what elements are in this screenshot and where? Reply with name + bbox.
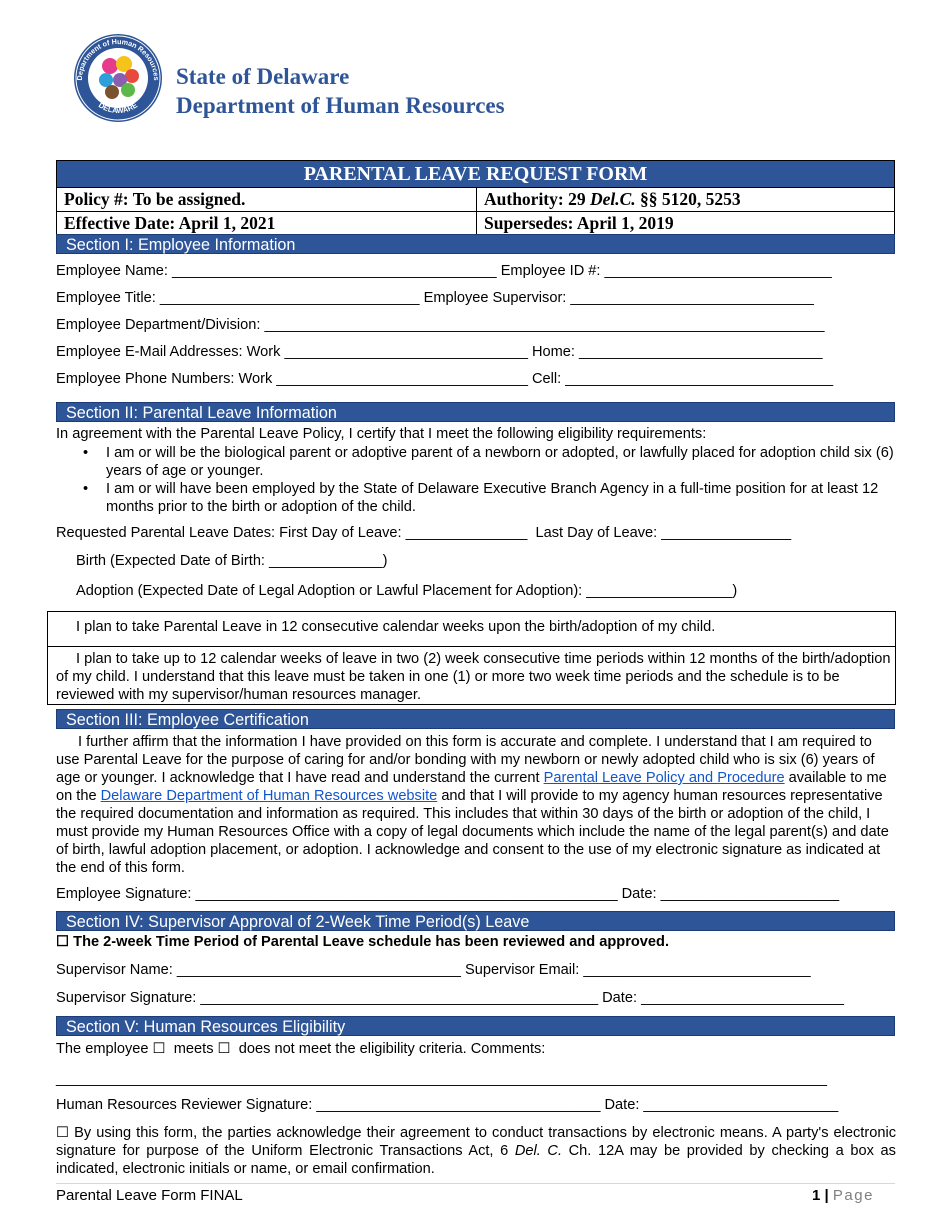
authority-prefix: Authority: 29 bbox=[484, 189, 590, 209]
page-label: Page bbox=[832, 1187, 874, 1204]
policy-procedure-link[interactable]: Parental Leave Policy and Procedure bbox=[543, 770, 785, 786]
svg-text:Department of Human Resources bbox=[75, 37, 161, 81]
approval-row bbox=[56, 933, 669, 950]
authority-sections: §§ 5120, 5253 bbox=[635, 189, 741, 209]
footer-divider bbox=[56, 1183, 895, 1184]
seal-ring-top-text: Department of Human Resources bbox=[74, 36, 162, 81]
eligibility-item: • I am or will be the biological parent or adoptive parent of a newborn or adopted, or lawfully placed for adoption child six (6) years of age or younger. bbox=[83, 445, 894, 479]
eligibility-item: • I am or will have been employed by the State of Delaware Executive Branch Agency in a full-time position for at least 12 months prior to the birth or adoption of the child. bbox=[83, 481, 879, 515]
page-number: 1 bbox=[812, 1187, 821, 1204]
meets-checkbox[interactable]: ☐ bbox=[152, 1041, 166, 1057]
org-name-line2: Department of Human Resources bbox=[176, 93, 505, 118]
does-not-meet-label: does not meet the eligibility criteria. Comments: bbox=[230, 1041, 546, 1057]
esign-acknowledgement bbox=[56, 1124, 896, 1178]
certification-text-part: available to me on the bbox=[56, 770, 887, 804]
employee-phone-row[interactable]: Employee Phone Numbers: Work _______________________________ Cell: _________________________________ bbox=[56, 371, 834, 387]
org-name-line1: State of Delaware bbox=[176, 64, 350, 89]
esign-checkbox[interactable]: ☐ bbox=[56, 1125, 70, 1141]
dhr-website-link[interactable]: Delaware Department of Human Resources website bbox=[100, 788, 438, 804]
effective-date: Effective Date: April 1, 2021 bbox=[57, 212, 477, 235]
footer-document-name: Parental Leave Form FINAL bbox=[56, 1187, 243, 1204]
leave-dates-row[interactable]: Requested Parental Leave Dates: First Day of Leave: _______________ Last Day of Leave: ________________ bbox=[56, 525, 792, 541]
eligibility-item-text: I am or will be the biological parent or adoptive parent of a newborn or adopted, or lawfully placed for adoption child six (6) years of age or younger. bbox=[106, 445, 894, 479]
does-not-meet-checkbox[interactable]: ☐ bbox=[217, 1041, 231, 1057]
certification-text bbox=[56, 733, 896, 877]
meets-label: meets bbox=[165, 1041, 218, 1057]
esign-text: By using this form, the parties acknowledge their agreement to conduct transactions by electronic means. A party's electronic signature for purpose of the Uniform Electronic Transactions Act, 6 bbox=[56, 1125, 896, 1159]
approval-text: The 2-week Time Period of Parental Leave schedule has been reviewed and approved. bbox=[73, 934, 670, 950]
svg-text:DELAWARE bbox=[97, 100, 139, 115]
policy-number: Policy #: To be assigned. bbox=[57, 188, 477, 211]
seal-ring-bottom-text: DELAWARE bbox=[96, 100, 140, 116]
title-row-1 bbox=[57, 188, 894, 211]
esign-text: Ch. 12A may be provided by checking a box as indicated, electronic initials or name, or email confirmation. bbox=[56, 1143, 896, 1177]
leave-option-consecutive[interactable] bbox=[47, 611, 896, 647]
employee-signature-row[interactable]: Employee Signature: ____________________________________________________ Date: ______________________ bbox=[56, 886, 840, 902]
section4-heading: Section IV: Supervisor Approval of 2-Week Time Period(s) Leave bbox=[56, 911, 895, 931]
employee-email-row[interactable]: Employee E-Mail Addresses: Work ______________________________ Home: ______________________________ bbox=[56, 344, 823, 360]
title-row-2 bbox=[57, 211, 894, 235]
certification-text-part: and that I will provide to my agency human resources representative the required documentation and information as required. This includes that within 30 days of the birth or adoption of the child, I must provide my Human Resources Office with a copy of legal documents which include the name of the legal parent(s) and date of birth, lawful adoption placement, or adoption. I acknowledge and consent to the use of my electronic signature as indicated at the end of this form. bbox=[56, 788, 889, 876]
employee-department-row[interactable]: Employee Department/Division: _____________________________________________________________________ bbox=[56, 317, 825, 333]
employee-name-row[interactable]: Employee Name: ________________________________________ Employee ID #: ____________________________ bbox=[56, 263, 832, 279]
footer-page-number bbox=[812, 1187, 874, 1204]
authority-code: Del.C. bbox=[589, 189, 636, 209]
approval-checkbox[interactable]: ☐ bbox=[56, 934, 70, 950]
eligibility-decision-row bbox=[56, 1040, 545, 1057]
eligibility-text: The employee bbox=[56, 1041, 153, 1057]
leave-option-consecutive-text: I plan to take Parental Leave in 12 consecutive calendar weeks upon the birth/adoption of my child. bbox=[76, 619, 716, 635]
supersedes-date: Supersedes: April 1, 2019 bbox=[484, 213, 674, 233]
title-table bbox=[56, 160, 895, 236]
hr-reviewer-signature-row[interactable]: Human Resources Reviewer Signature: ___________________________________ Date: ________________________ bbox=[56, 1097, 839, 1113]
supervisor-name-row[interactable]: Supervisor Name: ___________________________________ Supervisor Email: ____________________________ bbox=[56, 962, 811, 978]
leave-option-periods[interactable] bbox=[47, 646, 896, 705]
section5-heading: Section V: Human Resources Eligibility bbox=[56, 1016, 895, 1036]
adoption-option[interactable]: Adoption (Expected Date of Legal Adoption or Lawful Placement for Adoption): __________________) bbox=[76, 583, 738, 599]
section3-heading: Section III: Employee Certification bbox=[56, 709, 895, 729]
employee-title-row[interactable]: Employee Title: ________________________________ Employee Supervisor: ______________________________ bbox=[56, 290, 814, 306]
leave-option-periods-text: I plan to take up to 12 calendar weeks of leave in two (2) week consecutive time periods within 12 months of the birth/adoption of my child. I understand that this leave must be taken in one (1) or more two week time periods and the schedule is to be reviewed with my supervisor/human resources manager. bbox=[56, 651, 891, 703]
supervisor-signature-row[interactable]: Supervisor Signature: _________________________________________________ Date: _________________________ bbox=[56, 990, 844, 1006]
esign-code: Del. C. bbox=[514, 1143, 563, 1159]
certification-text-part: I further affirm that the information I have provided on this form is accurate and complete. I understand that I am required to use Parental Leave for the purpose of caring for and/or bonding with my newborn or newly adopted child who is six (6) years of age or younger. I acknowledge that I have read and understand the current bbox=[56, 734, 875, 786]
page-separator: | bbox=[824, 1187, 829, 1204]
seal-ring-text bbox=[72, 30, 164, 126]
section1-heading: Section I: Employee Information bbox=[56, 234, 895, 254]
eligibility-intro: In agreement with the Parental Leave Policy, I certify that I meet the following eligibility requirements: bbox=[56, 426, 707, 442]
eligibility-list bbox=[80, 444, 895, 516]
form-title: PARENTAL LEAVE REQUEST FORM bbox=[57, 161, 894, 188]
eligibility-item-text: I am or will have been employed by the State of Delaware Executive Branch Agency in a full-time position for at least 12 months prior to the birth or adoption of the child. bbox=[106, 481, 879, 515]
birth-option[interactable]: Birth (Expected Date of Birth: ______________) bbox=[76, 553, 388, 569]
section2-heading: Section II: Parental Leave Information bbox=[56, 402, 895, 422]
comments-line[interactable]: _______________________________________________________________________________________________ bbox=[56, 1071, 828, 1087]
authority bbox=[477, 188, 894, 211]
